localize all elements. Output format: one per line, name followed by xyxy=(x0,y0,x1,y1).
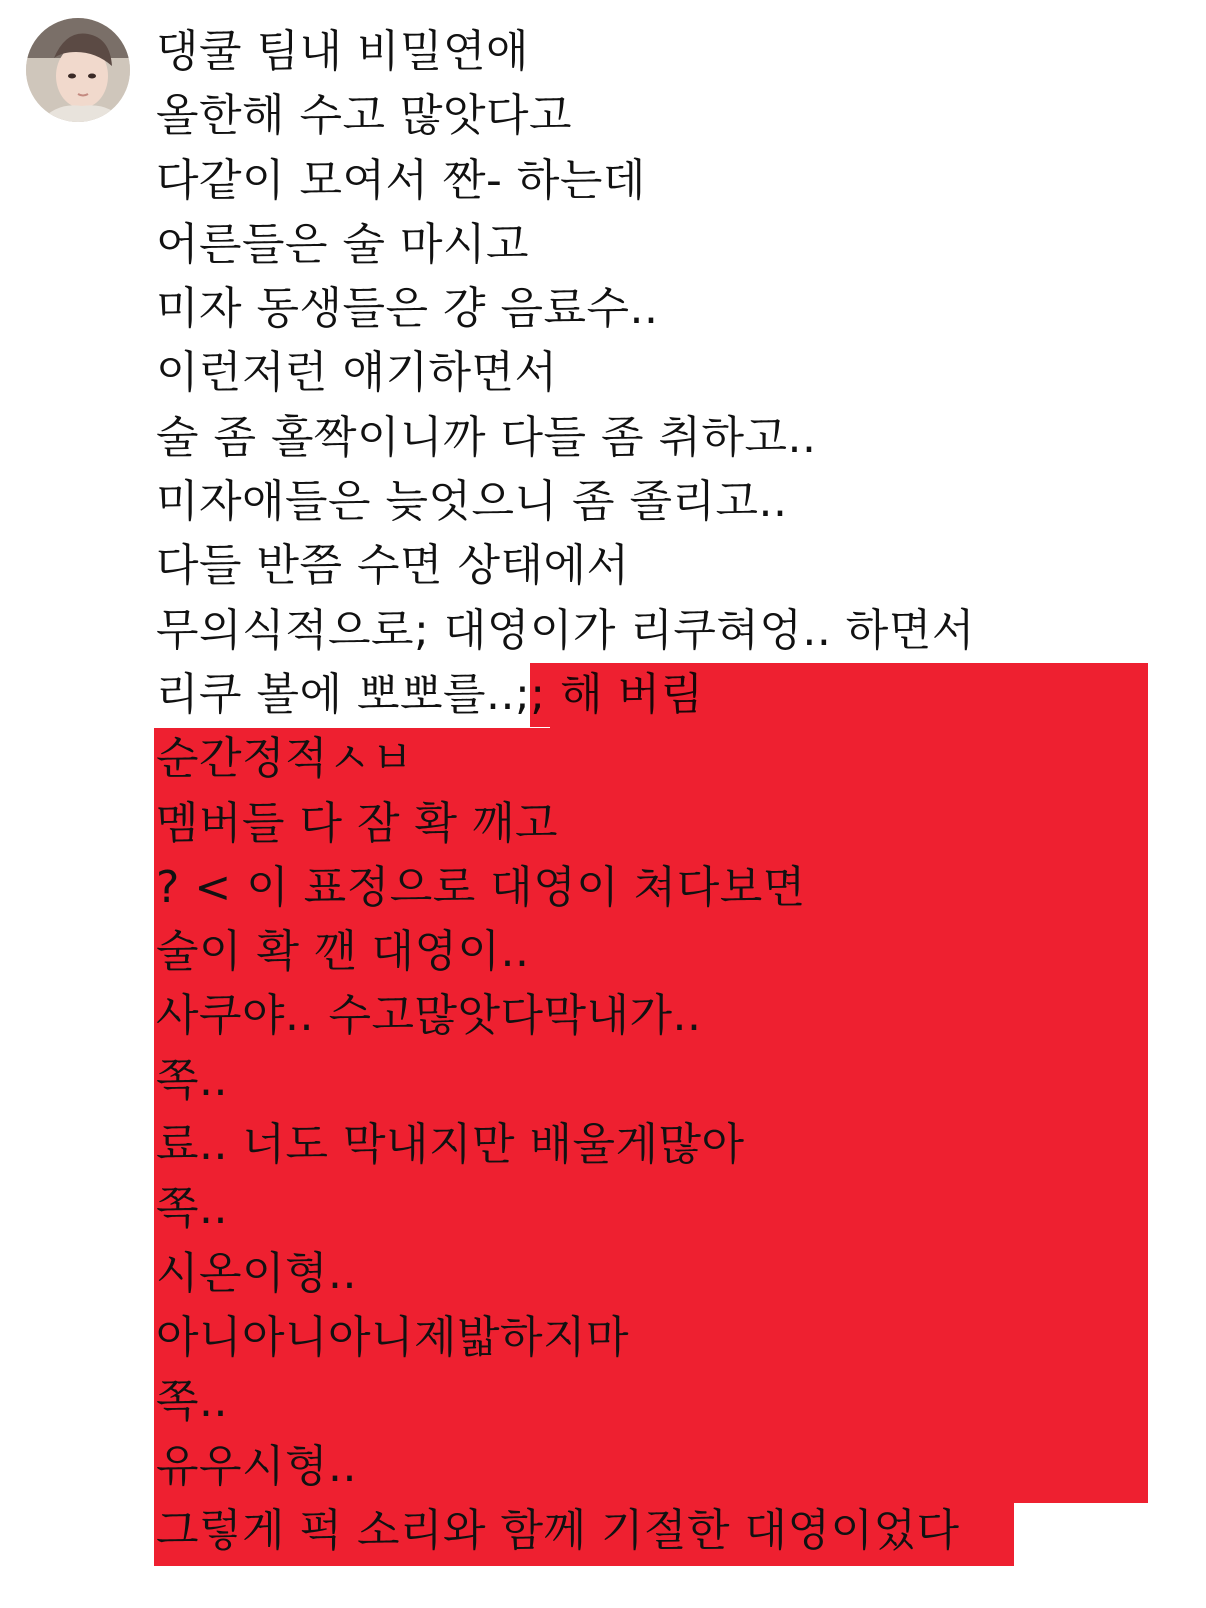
highlighted-line: ? < 이 표정으로 대영이 쳐다보면 xyxy=(156,861,806,913)
post-line: 다같이 모여서 짠- 하는데 xyxy=(156,154,646,206)
post-body xyxy=(156,20,1196,1563)
post-line-plain-part: 리쿠 볼에 뽀뽀를..; xyxy=(156,668,531,720)
post-line: 올한해 수고 많앗다고 xyxy=(156,90,573,142)
highlighted-line: 유우시형.. xyxy=(156,1440,357,1492)
post-line: 미자 동생들은 걍 음료수.. xyxy=(156,283,659,335)
highlighted-line: 아니아니아니제밟하지마 xyxy=(156,1311,630,1363)
highlighted-line: 료.. 너도 막내지만 배울게많아 xyxy=(156,1119,745,1171)
avatar[interactable] xyxy=(26,18,130,122)
highlighted-line: 사쿠야.. 수고많앗다막내가.. xyxy=(156,990,702,1042)
post-line: 다들 반쯤 수면 상태에서 xyxy=(156,540,630,592)
post-line: 어른들은 술 마시고 xyxy=(156,218,530,270)
highlighted-line: 쪽.. xyxy=(156,1054,228,1106)
post-line: 이런저런 얘기하면서 xyxy=(156,347,558,399)
highlighted-line: 시온이형.. xyxy=(156,1247,357,1299)
highlighted-line: 순간정적ㅅㅂ xyxy=(156,733,415,785)
post-line: 댕쿨 팀내 비밀연애 xyxy=(156,26,530,77)
post-line-highlighted-part: ; 해 버림 xyxy=(530,663,703,727)
post-line-split xyxy=(156,663,1196,727)
post-line: 미자애들은 늦엇으니 좀 졸리고.. xyxy=(156,476,788,528)
highlighted-line: 쪽.. xyxy=(156,1183,228,1235)
highlighted-line: 멤버들 다 잠 확 깨고 xyxy=(156,797,558,849)
post-line: 무의식적으로; 대영이가 리쿠혀엉.. 하면서 xyxy=(156,604,975,656)
highlighted-line: 쪽.. xyxy=(156,1376,228,1428)
post-line: 술 좀 홀짝이니까 다들 좀 취하고.. xyxy=(156,411,817,463)
highlighted-line: 그렇게 퍽 소리와 함께 기절한 대영이었다 xyxy=(156,1504,960,1556)
highlighted-line: 술이 확 깬 대영이.. xyxy=(156,926,530,978)
